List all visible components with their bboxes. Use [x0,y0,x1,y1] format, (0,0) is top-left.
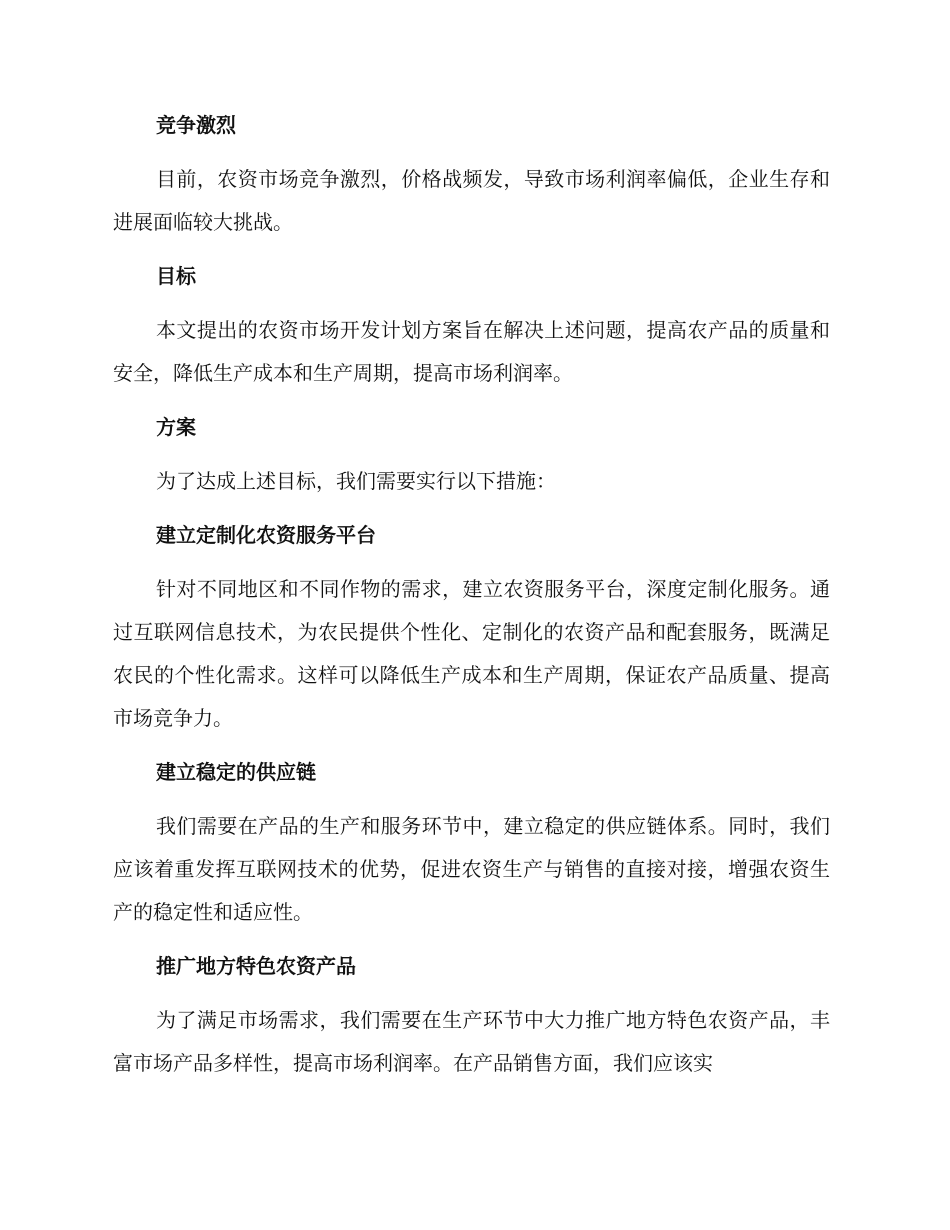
document-body [113,104,830,1096]
section-paragraph-local-products: 为了满足市场需求，我们需要在生产环节中大力推广地方特色农资产品，丰富市场产品多样性，提高市场利润率。在产品销售方面，我们应该实 [113,1008,830,1075]
section-paragraph-supply-chain: 我们需要在产品的生产和服务环节中，建立稳定的供应链体系。同时，我们应该着重发挥互联网技术的优势，促进农资生产与销售的直接对接，增强农资生产的稳定性和适应性。 [113,814,830,924]
section-heading-supply-chain: 建立稳定的供应链 [156,760,316,784]
section-heading-competition: 竞争激烈 [156,113,236,137]
section-heading-goal: 目标 [156,264,196,288]
section-paragraph-goal: 本文提出的农资市场开发计划方案旨在解决上述问题，提高农产品的质量和安全，降低生产成本和生产周期，提高市场利润率。 [113,318,830,385]
section-paragraph-plan: 为了达成上述目标，我们需要实行以下措施： [156,469,556,493]
section-heading-local-products: 推广地方特色农资产品 [156,954,356,978]
section-paragraph-service-platform: 针对不同地区和不同作物的需求，建立农资服务平台，深度定制化服务。通过互联网信息技术，为农民提供个性化、定制化的农资产品和配套服务，既满足农民的个性化需求。这样可以降低生产成本和生产周期，保证农产品质量、提高市场竞争力。 [113,577,830,730]
section-heading-plan: 方案 [156,415,196,439]
section-paragraph-competition: 目前，农资市场竞争激烈，价格战频发，导致市场利润率偏低，企业生存和进展面临较大挑战。 [113,167,830,234]
section-heading-service-platform: 建立定制化农资服务平台 [156,523,376,547]
